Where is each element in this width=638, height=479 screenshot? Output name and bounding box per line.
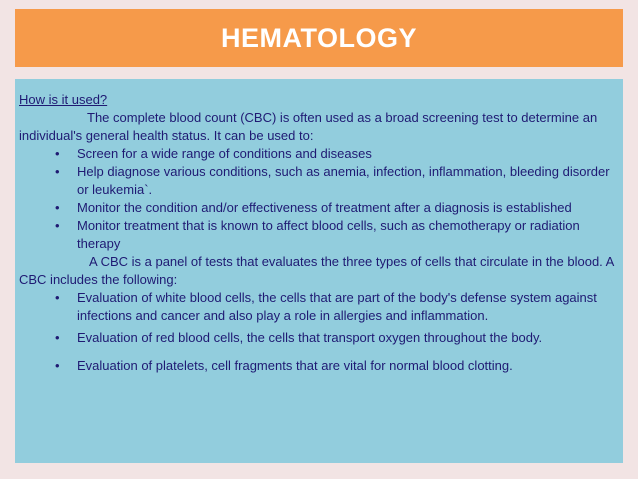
list-item: • Evaluation of platelets, cell fragments that are vital for normal blood clotting.	[19, 357, 617, 375]
list-item: • Monitor treatment that is known to affect blood cells, such as chemotherapy or radiation therapy	[19, 217, 617, 253]
panel-intro-paragraph: A CBC is a panel of tests that evaluates the three types of cells that circulate in the blood. A CBC includes the following:	[19, 254, 614, 287]
list-item: • Screen for a wide range of conditions and diseases	[19, 145, 617, 163]
uses-list	[19, 145, 617, 253]
section-heading: How is it used?	[19, 92, 108, 107]
list-item: • Evaluation of white blood cells, the cells that are part of the body's defense system against infections and cancer and also play a role in allergies and inflammation.	[19, 289, 617, 325]
title-bar	[15, 9, 623, 67]
list-item: • Evaluation of red blood cells, the cells that transport oxygen throughout the body.	[19, 329, 617, 347]
content-box	[15, 79, 623, 463]
evaluations-list	[19, 289, 617, 375]
list-item: • Help diagnose various conditions, such as anemia, infection, inflammation, bleeding disorder or leukemia`.	[19, 163, 617, 199]
list-item: • Monitor the condition and/or effectiveness of treatment after a diagnosis is established	[19, 199, 617, 217]
slide-title: HEMATOLOGY	[220, 22, 417, 53]
intro-paragraph: The complete blood count (CBC) is often used as a broad screening test to determine an individual's general health status. It can be used to:	[19, 110, 598, 143]
